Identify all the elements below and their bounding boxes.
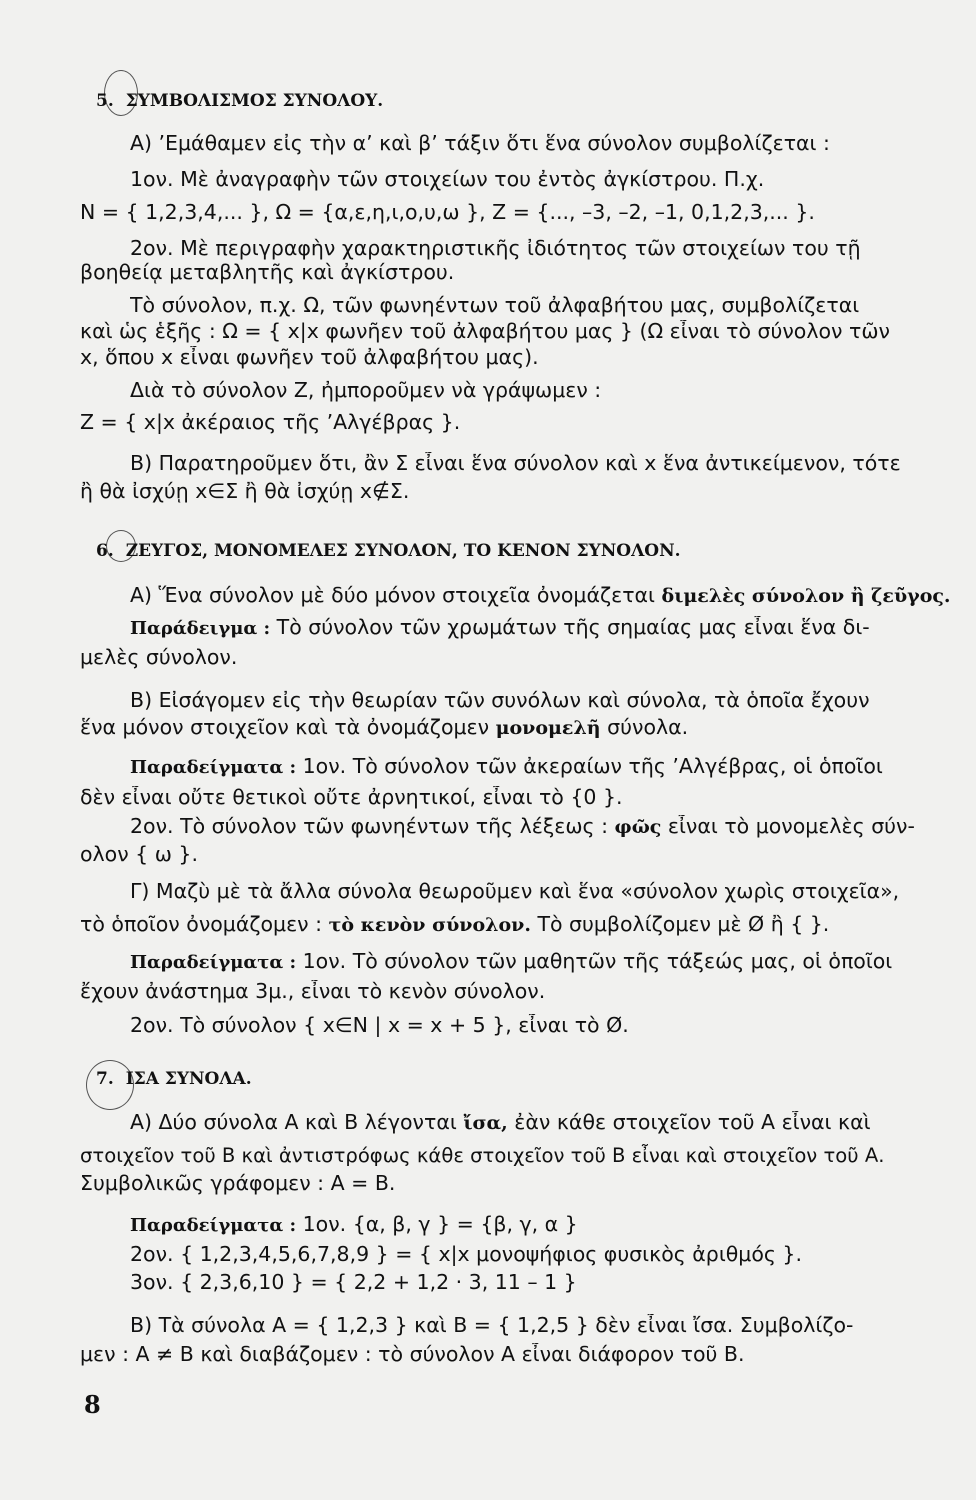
s6-examples-label-2: Παραδείγματα : xyxy=(130,952,297,973)
s5-line-5: βοηθείᾳ μεταβλητῆς καὶ ἀγκίστρου. xyxy=(80,261,455,284)
s6-examples-label-1: Παραδείγματα : xyxy=(130,757,297,778)
s7-line-2: στοιχεῖον τοῦ Β καὶ ἀντιστρόφως κάθε στοιχεῖον τοῦ Β εἶναι καὶ στοιχεῖον τοῦ Α. xyxy=(80,1144,885,1167)
s6-line-8-end: εἶναι τὸ μονομελὲς σύν- xyxy=(661,815,915,838)
s6-example-label: Παράδειγμα : xyxy=(130,618,271,639)
s6-line-1 xyxy=(130,584,960,608)
s6-line-13: ἔχουν ἀνάστημα 3μ., εἶναι τὸ κενὸν σύνολον. xyxy=(80,980,546,1003)
s5-line-1: Α) ’Εμάθαμεν εἰς τὴν α’ καὶ β’ τάξιν ὅτι ἕνα σύνολον συμβολίζεται : xyxy=(130,132,830,155)
s6-line-12-text: 1ον. Τὸ σύνολον τῶν μαθητῶν τῆς τάξεώς μας, οἱ ὁποῖοι xyxy=(296,950,893,973)
s6-line-9: ολον { ω }. xyxy=(80,843,198,866)
section-7-number: 7. xyxy=(96,1069,114,1089)
section-5-number: 5. xyxy=(96,91,114,111)
s6-line-2-text: Τὸ σύνολον τῶν χρωμάτων τῆς σημαίας μας εἶναι ἕνα δι- xyxy=(270,616,870,639)
s6-line-10: Γ) Μαζὺ μὲ τὰ ἄλλα σύνολα θεωροῦμεν καὶ ἕνα «σύνολον χωρὶς στοιχεῖα», xyxy=(130,880,900,903)
s7-term-isa: ἴσα, xyxy=(463,1112,508,1134)
s6-line-2 xyxy=(130,616,960,640)
section-5-heading xyxy=(96,90,383,112)
s6-term-empty-set: τὸ κενὸν σύνολον. xyxy=(328,914,531,936)
s7-line-4 xyxy=(130,1213,960,1237)
s7-line-3: Συμβολικῶς γράφομεν : Α = Β. xyxy=(80,1172,396,1195)
s6-line-12 xyxy=(130,950,960,974)
s5-line-4: 2ον. Μὲ περιγραφὴν χαρακτηριστικῆς ἰδιότητος τῶν στοιχείων του τῇ xyxy=(130,237,861,260)
s5-line-11: Β) Παρατηροῦμεν ὅτι, ἂν Σ εἶναι ἕνα σύνολον καὶ x ἕνα ἀντικείμενον, τότε xyxy=(130,452,901,475)
section-6-heading xyxy=(96,540,681,562)
s5-line-7: καὶ ὡς ἑξῆς : Ω = { x|x φωνῆεν τοῦ ἀλφαβήτου μας } (Ω εἶναι τὸ σύνολον τῶν xyxy=(80,320,890,343)
s6-line-11 xyxy=(80,913,960,937)
s5-line-8: x, ὅπου x εἶναι φωνῆεν τοῦ ἀλφαβήτου μας). xyxy=(80,346,539,369)
page-number: 8 xyxy=(84,1390,101,1419)
s6-line-7: δὲν εἶναι οὔτε θετικοὶ οὔτε ἀρνητικοί, εἶναι τὸ {0 }. xyxy=(80,786,623,809)
section-7-heading xyxy=(96,1068,252,1090)
s7-line-6: 3ον. { 2,3,6,10 } = { 2,2 + 1,2 · 3, 11 – 1 } xyxy=(130,1271,577,1294)
s5-line-2: 1ον. Μὲ ἀναγραφὴν τῶν στοιχείων του ἐντὸς ἀγκίστρου. Π.χ. xyxy=(130,168,765,191)
s7-line-5: 2ον. { 1,2,3,4,5,6,7,8,9 } = { x|x μονοψήφιος φυσικὸς ἀριθμός }. xyxy=(130,1243,802,1266)
s6-line-11-text: τὸ ὁποῖον ὀνομάζομεν : xyxy=(80,913,329,936)
s7-line-8: μεν : Α ≠ Β καὶ διαβάζομεν : τὸ σύνολον Α εἶναι διάφορον τοῦ Β. xyxy=(80,1343,745,1366)
section-6-number: 6. xyxy=(96,541,114,561)
s6-line-4: Β) Εἰσάγομεν εἰς τὴν θεωρίαν τῶν συνόλων καὶ σύνολα, τὰ ὁποῖα ἔχουν xyxy=(130,689,870,712)
s5-line-3: N = { 1,2,3,4,... }, Ω = {α,ε,η,ι,ο,υ,ω }, Z = {..., –3, –2, –1, 0,1,2,3,... }. xyxy=(80,201,815,224)
s6-line-1-text: Α) Ἕνα σύνολον μὲ δύο μόνον στοιχεῖα ὀνομάζεται xyxy=(130,584,662,607)
s6-line-5-end: σύνολα. xyxy=(600,716,689,739)
s6-line-6-text: 1ον. Τὸ σύνολον τῶν ἀκεραίων τῆς ’Αλγέβρας, οἱ ὁποῖοι xyxy=(296,755,883,778)
s6-line-8 xyxy=(130,815,960,839)
s5-line-10: Z = { x|x ἀκέραιος τῆς ’Αλγέβρας }. xyxy=(80,411,461,434)
s7-line-1 xyxy=(130,1111,960,1135)
s6-line-11-end: Τὸ συμβολίζομεν μὲ Ø ἢ { }. xyxy=(530,913,830,936)
s6-line-14: 2ον. Τὸ σύνολον { x∈N | x = x + 5 }, εἶναι τὸ Ø. xyxy=(130,1014,629,1037)
s6-line-5 xyxy=(80,716,960,740)
s7-line-7: Β) Τὰ σύνολα Α = { 1,2,3 } καὶ Β = { 1,2,5 } δὲν εἶναι ἴσα. Συμβολίζο- xyxy=(130,1314,854,1337)
s7-line-1-end: ἐὰν κάθε στοιχεῖον τοῦ Α εἶναι καὶ xyxy=(507,1111,871,1134)
s6-term-monomeli: μονομελῆ xyxy=(495,717,601,739)
s6-line-5-text: ἕνα μόνον στοιχεῖον καὶ τὰ ὀνομάζομεν xyxy=(80,716,496,739)
s7-line-1-text: Α) Δύο σύνολα Α καὶ Β λέγονται xyxy=(130,1111,464,1134)
section-6-title: ΖΕΥΓΟΣ, ΜΟΝΟΜΕΛΕΣ ΣΥΝΟΛΟΝ, ΤΟ ΚΕΝΟΝ ΣΥΝΟΛΟΝ. xyxy=(125,541,681,561)
s6-line-6 xyxy=(130,755,960,779)
s5-line-12: ἢ θὰ ἰσχύῃ x∈Σ ἢ θὰ ἰσχύῃ x∉Σ. xyxy=(80,480,410,503)
s6-line-3: μελὲς σύνολον. xyxy=(80,646,238,669)
s6-word-fos: φῶς xyxy=(614,816,662,838)
s7-examples-label: Παραδείγματα : xyxy=(130,1215,297,1236)
s5-line-6: Τὸ σύνολον, π.χ. Ω, τῶν φωνηέντων τοῦ ἀλφαβήτου μας, συμβολίζεται xyxy=(130,294,860,317)
s7-line-4-text: 1ον. {α, β, γ } = {β, γ, α } xyxy=(296,1213,578,1236)
s5-line-9: Διὰ τὸ σύνολον Ζ, ἠμποροῦμεν νὰ γράψωμεν : xyxy=(130,379,602,402)
section-7-title: ΙΣΑ ΣΥΝΟΛΑ. xyxy=(125,1069,252,1089)
section-5-title: ΣΥΜΒΟΛΙΣΜΟΣ ΣΥΝΟΛΟΥ. xyxy=(125,91,384,111)
s6-line-8-text: 2ον. Τὸ σύνολον τῶν φωνηέντων τῆς λέξεως : xyxy=(130,815,615,838)
s6-term-dimeles: διμελὲς σύνολον ἢ ζεῦγος. xyxy=(661,585,951,607)
